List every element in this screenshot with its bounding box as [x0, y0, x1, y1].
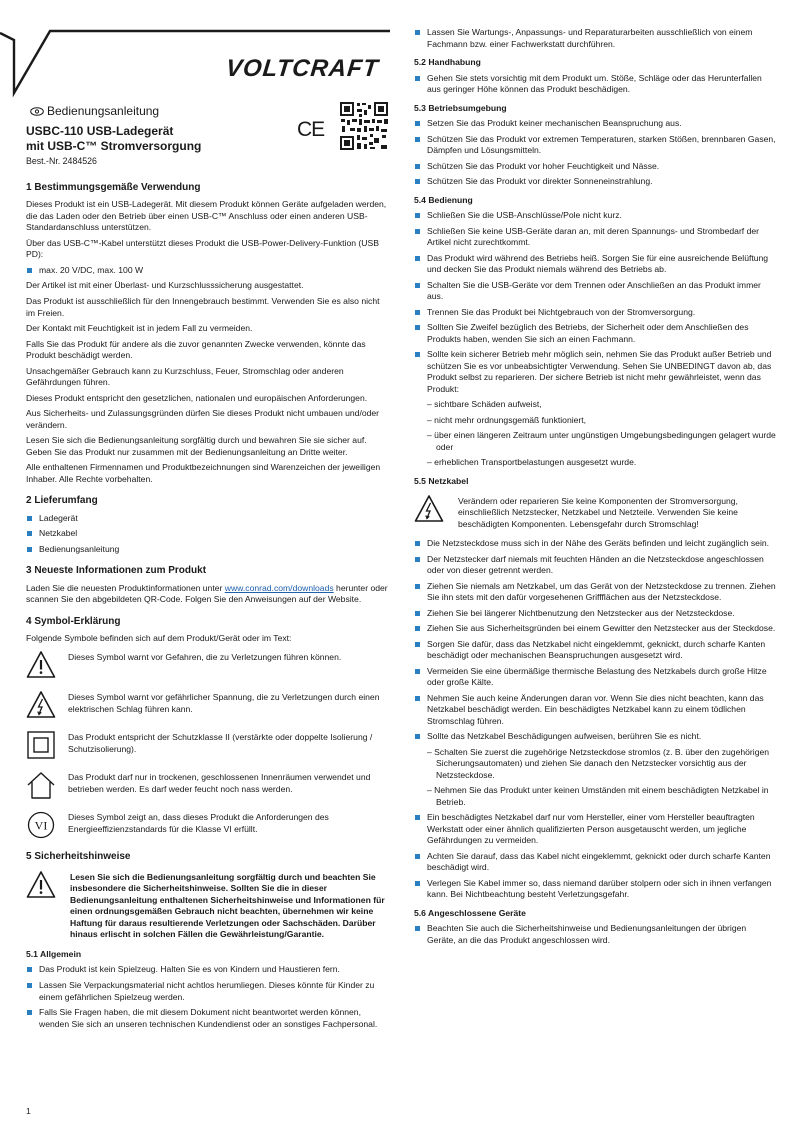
list-item: Achten Sie darauf, dass das Kabel nicht eingeklemmt, geknickt oder durch scharfe Kanten beschädigt wird. [414, 851, 776, 874]
download-link[interactable]: www.conrad.com/downloads [224, 582, 334, 593]
list-item: Trennen Sie das Produkt bei Nichtgebrauch von der Stromversorgung. [414, 307, 776, 319]
paragraph: Falls Sie das Produkt für andere als die zuvor genannten Zwecke verwenden, könnte das Produkt beschädigt werden. [26, 338, 366, 361]
vi-label: VI [34, 818, 48, 833]
section-heading: 5 Sicherheitshinweise [26, 851, 131, 863]
dash-item: – sichtbare Schäden aufweist, [427, 399, 542, 410]
list-item: Ziehen Sie niemals am Netzkabel, um das Gerät von der Netzsteckdose zu trennen. Ziehen Sie ihn stets mit den dafür vorgesehenen Griffflächen aus der Netzsteckdose. [414, 581, 776, 604]
list-item: Lassen Sie Verpackungsmaterial nicht achtlos herumliegen. Dieses könnte für Kinder zu einem gefährlichen Spielzeug werden. [26, 980, 390, 1003]
brand-logo: VOLTCRAFT [224, 55, 381, 82]
paragraph: Dieses Produkt ist ein USB-Ladegerät. Mit diesem Produkt können Geräte aufgeladen werden, die das Laden oder den Betrieb über einen USB-C™ Anschluss oder einen anderen USB-Standardanschluss unterstützen. [26, 199, 387, 233]
symbol-row [26, 770, 390, 800]
paragraph: Unsachgemäßer Gebrauch kann zu Kurzschluss, Feuer, Stromschlag oder anderen Gefährdungen führen. [26, 365, 344, 388]
paragraph: Dieses Produkt entspricht den gesetzlichen, nationalen und europäischen Anforderungen. [26, 392, 368, 403]
symbol-row [26, 690, 390, 720]
item-number: Best.-Nr. 2484526 [26, 156, 97, 166]
list-item: Schließen Sie keine USB-Geräte daran an, mit deren Spannungs- und Strombedarf der Artikel nicht zurechtkommt. [414, 226, 776, 249]
list-item: Nehmen Sie auch keine Änderungen daran vor. Wenn Sie dies nicht beachten, kann das Netzkabel beschädigt werden. Ein beschädigtes Netzkabel kann zu einem tödlichen Stromschlag führen. [414, 693, 776, 728]
symbol-description: Dieses Symbol warnt vor gefährlicher Spannung, die zu Verletzungen durch einen elektrischen Schlag führen kann. [68, 692, 380, 714]
list-item: Schützen Sie das Produkt vor direkter Sonneneinstrahlung. [414, 176, 776, 188]
symbol-row [26, 810, 390, 840]
symbol-description: Dieses Symbol zeigt an, dass dieses Produkt die Anforderungen des Energieeffizienzstandards für die Klasse VI erfüllt. [68, 812, 329, 834]
symbol-description: Das Produkt entspricht der Schutzklasse II (verstärkte oder doppelte Isolierung / Schutzisolierung). [68, 732, 373, 754]
paragraph: Alle enthaltenen Firmennamen und Produktbezeichnungen sind Warenzeichen der jeweiligen Inhaber. Alle Rechte vorbehalten. [26, 462, 381, 484]
symbol-description: Das Produkt darf nur in trockenen, geschlossenen Innenräumen verwendet und betrieben werden. Es darf weder feucht noch nass werden. [68, 772, 371, 794]
download-text-before: Laden Sie die neuesten Produktinformationen unter [26, 582, 225, 593]
list-item: Schließen Sie die USB-Anschlüsse/Pole nicht kurz. [414, 210, 776, 222]
list-item: Verlegen Sie Kabel immer so, dass niemand darüber stolpern oder sich in ihnen verfangen kann. Bei Nichtbeachtung besteht Verletzungsgefahr. [414, 878, 776, 901]
list-item: Schützen Sie das Produkt vor extremen Temperaturen, starken Stößen, brennbaren Gasen, Dämpfen und Lösungsmitteln. [414, 134, 776, 157]
product-title-line1: USBC-110 USB-Ladegerät [26, 124, 174, 138]
list-item: Schützen Sie das Produkt vor hoher Feuchtigkeit und Nässe. [414, 161, 776, 173]
dash-item: – über einen längeren Zeitraum unter ungünstigen Umgebungsbedingungen gelagert wurde oder [427, 430, 776, 452]
paragraph: Das Produkt ist ausschließlich für den Innengebrauch bestimmt. Verwenden Sie es also nicht im Freien. [26, 296, 380, 318]
dash-item: – Nehmen Sie das Produkt unter keinen Umständen mit einem beschädigten Netzkabel in Betrieb. [427, 785, 769, 807]
list-item: Setzen Sie das Produkt keiner mechanischen Beanspruchung aus. [414, 118, 776, 130]
manual-eye-icon [30, 107, 44, 116]
doc-type-label: Bedienungsanleitung [47, 104, 160, 118]
list-item: Netzkabel [26, 528, 390, 540]
list-item: Sollte das Netzkabel Beschädigungen aufweisen, berühren Sie es nicht. [414, 731, 776, 743]
list-item: Falls Sie Fragen haben, die mit diesem Dokument nicht beantwortet werden können, wenden Sie sich an unseren technischen Kundendienst oder an sonstiges Fachpersonal. [26, 1007, 390, 1030]
download-text-after: herunter oder scannen Sie den abgebildeten QR-Code. Folgen Sie den Anweisungen auf der Website. [26, 582, 388, 605]
list-item: Vermeiden Sie eine übermäßige thermische Belastung des Netzkabels durch große Hitze oder große Kälte. [414, 666, 776, 689]
list-item: Das Produkt ist kein Spielzeug. Halten Sie es von Kindern und Haustieren fern. [26, 964, 390, 976]
safety-warning-box [26, 870, 390, 941]
list-item: Lassen Sie Wartungs-, Anpassungs- und Reparaturarbeiten ausschließlich von einem Fachmann bzw. einer Fachwerkstatt durchführen. [414, 27, 776, 50]
list-item: Bedienungsanleitung [26, 544, 390, 556]
list-item: Der Netzstecker darf niemals mit feuchten Händen an die Netzsteckdose angeschlossen oder von dieser getrennt werden. [414, 554, 776, 577]
voltage-warning-box [414, 494, 776, 531]
safety-warning-text: Lesen Sie sich die Bedienungsanleitung sorgfältig durch und beachten Sie insbesondere die Sicherheitshinweise. Sollten Sie die in dieser Bedienungsanleitung enthaltenen Sicherheitshinweise und Informationen für einen ordnungsgemäßen Gebrauch nicht beachten, übernehmen wir keine Haftung für daraus resultierende Verletzungen oder Sachschäden. Darüber hinaus erlischt in solchen Fällen die Gewährleistung/Garantie. [70, 871, 385, 940]
high-voltage-icon [414, 494, 444, 524]
list-item: Beachten Sie auch die Sicherheitshinweise und Bedienungsanleitungen der übrigen Geräte, an die das Produkt angeschlossen wird. [414, 923, 776, 946]
list-item: Gehen Sie stets vorsichtig mit dem Produkt um. Stöße, Schläge oder das Herunterfallen aus geringer Höhe können das Produkt beschädigen. [414, 73, 776, 96]
section-heading: 1 Bestimmungsgemäße Verwendung [26, 182, 201, 193]
symbol-row [26, 730, 390, 760]
paragraph: Aus Sicherheits- und Zulassungsgründen dürfen Sie dieses Produkt nicht umbauen und/oder verändern. [26, 408, 380, 430]
voltage-warning-text: Verändern oder reparieren Sie keine Komponenten der Stromversorgung, einschließlich Netzstecker, Netzkabel und Netzteile. Verwenden Sie keine beschädigten Komponenten. Lebensgefahr durch Stromschlag! [458, 495, 738, 529]
dash-item: – nicht mehr ordnungsgemäß funktioniert, [427, 414, 587, 425]
list-item: Sollte kein sicherer Betrieb mehr möglich sein, nehmen Sie das Produkt außer Betrieb und schützen Sie es vor unbeabsichtigter Verwendung. Sehen Sie UNBEDINGT davon ab, das Produkt selbst zu reparieren. Der sichere Betrieb ist nicht mehr gewährleistet, wenn das Produkt: [414, 349, 776, 395]
right-column [414, 27, 776, 951]
dash-item: – erheblichen Transportbelastungen ausgesetzt wurde. [427, 457, 637, 468]
paragraph: Folgende Symbole befinden sich auf dem Produkt/Gerät oder im Text: [26, 632, 292, 643]
list-item: Ziehen Sie aus Sicherheitsgründen bei einem Gewitter den Netzstecker aus der Steckdose. [414, 623, 776, 635]
list-item: max. 20 V/DC, max. 100 W [26, 265, 390, 277]
subsection-heading: 5.1 Allgemein [26, 948, 82, 959]
doc-type [30, 103, 159, 119]
symbol-row [26, 650, 390, 680]
product-title [26, 124, 201, 154]
page-number: 1 [26, 1106, 31, 1116]
section-heading: 2 Lieferumfang [26, 495, 98, 507]
symbol-description: Dieses Symbol warnt vor Gefahren, die zu Verletzungen führen können. [68, 652, 342, 663]
product-title-line2: mit USB-C™ Stromversorgung [26, 139, 202, 153]
paragraph: Der Kontakt mit Feuchtigkeit ist in jedem Fall zu vermeiden. [26, 323, 253, 334]
list-item: Ziehen Sie bei längerer Nichtbenutzung den Netzstecker aus der Netzsteckdose. [414, 608, 776, 620]
list-item: Sorgen Sie dafür, dass das Netzkabel nicht eingeklemmt, geknickt, durch scharfe Kanten beschädigt oder mechanischen Beanspruchungen ausgesetzt wird. [414, 639, 776, 662]
high-voltage-icon [26, 690, 56, 720]
list-item: Sollten Sie Zweifel bezüglich des Betriebs, der Sicherheit oder dem Anschließen des Produkts haben, wenden Sie sich an einen Fachmann. [414, 322, 776, 345]
warning-triangle-icon [26, 650, 56, 680]
subsection-heading: 5.6 Angeschlossene Geräte [414, 907, 526, 918]
subsection-heading: 5.2 Handhabung [414, 57, 481, 68]
list-item: Das Produkt wird während des Betriebs heiß. Sorgen Sie für eine ausreichende Belüftung und decken Sie das Produkt niemals während des Betriebs ab. [414, 253, 776, 276]
indoor-house-icon [26, 770, 56, 800]
protection-class-ii-icon [26, 730, 56, 760]
subsection-heading: 5.3 Betriebsumgebung [414, 102, 507, 113]
list-item: Die Netzsteckdose muss sich in der Nähe des Geräts befinden und leicht zugänglich sein. [414, 538, 776, 550]
dash-item: – Schalten Sie zuerst die zugehörige Netzsteckdose stromlos (z. B. über den zugehörigen Sicherungsautomaten) und ziehen Sie danach den Netzstecker vorsichtig aus der Netzsteckdose. [427, 746, 770, 780]
energy-efficiency-vi-icon [26, 810, 56, 840]
section-heading: 3 Neueste Informationen zum Produkt [26, 565, 207, 577]
paragraph: Der Artikel ist mit einer Überlast- und Kurzschlusssicherung ausgestattet. [26, 280, 304, 291]
list-item: Ladegerät [26, 513, 390, 525]
subsection-heading: 5.4 Bedienung [414, 194, 473, 205]
subsection-heading: 5.5 Netzkabel [414, 475, 469, 486]
paragraph: Lesen Sie sich die Bedienungsanleitung sorgfältig durch und bewahren Sie sie sicher auf. Geben Sie das Produkt nur zusammen mit der Bedienungsanleitung an Dritte weiter. [26, 435, 367, 457]
warning-triangle-icon [26, 870, 56, 900]
list-item: Schalten Sie die USB-Geräte vor dem Trennen oder Anschließen an das Produkt immer aus. [414, 280, 776, 303]
paragraph: Über das USB-C™-Kabel unterstützt dieses Produkt die USB-Power-Delivery-Funktion (USB PD): [26, 237, 379, 260]
ce-mark: CE [297, 118, 325, 141]
left-column [26, 172, 390, 1034]
qr-code-icon [340, 102, 388, 150]
section-heading: 4 Symbol-Erklärung [26, 615, 121, 627]
download-info-paragraph [26, 583, 390, 606]
list-item: Ein beschädigtes Netzkabel darf nur vom Hersteller, einer vom Hersteller beauftragten Werkstatt oder einer ähnlich qualifizierten Person ausgetauscht werden, um jegliche Gefährdungen zu vermeiden. [414, 812, 776, 847]
